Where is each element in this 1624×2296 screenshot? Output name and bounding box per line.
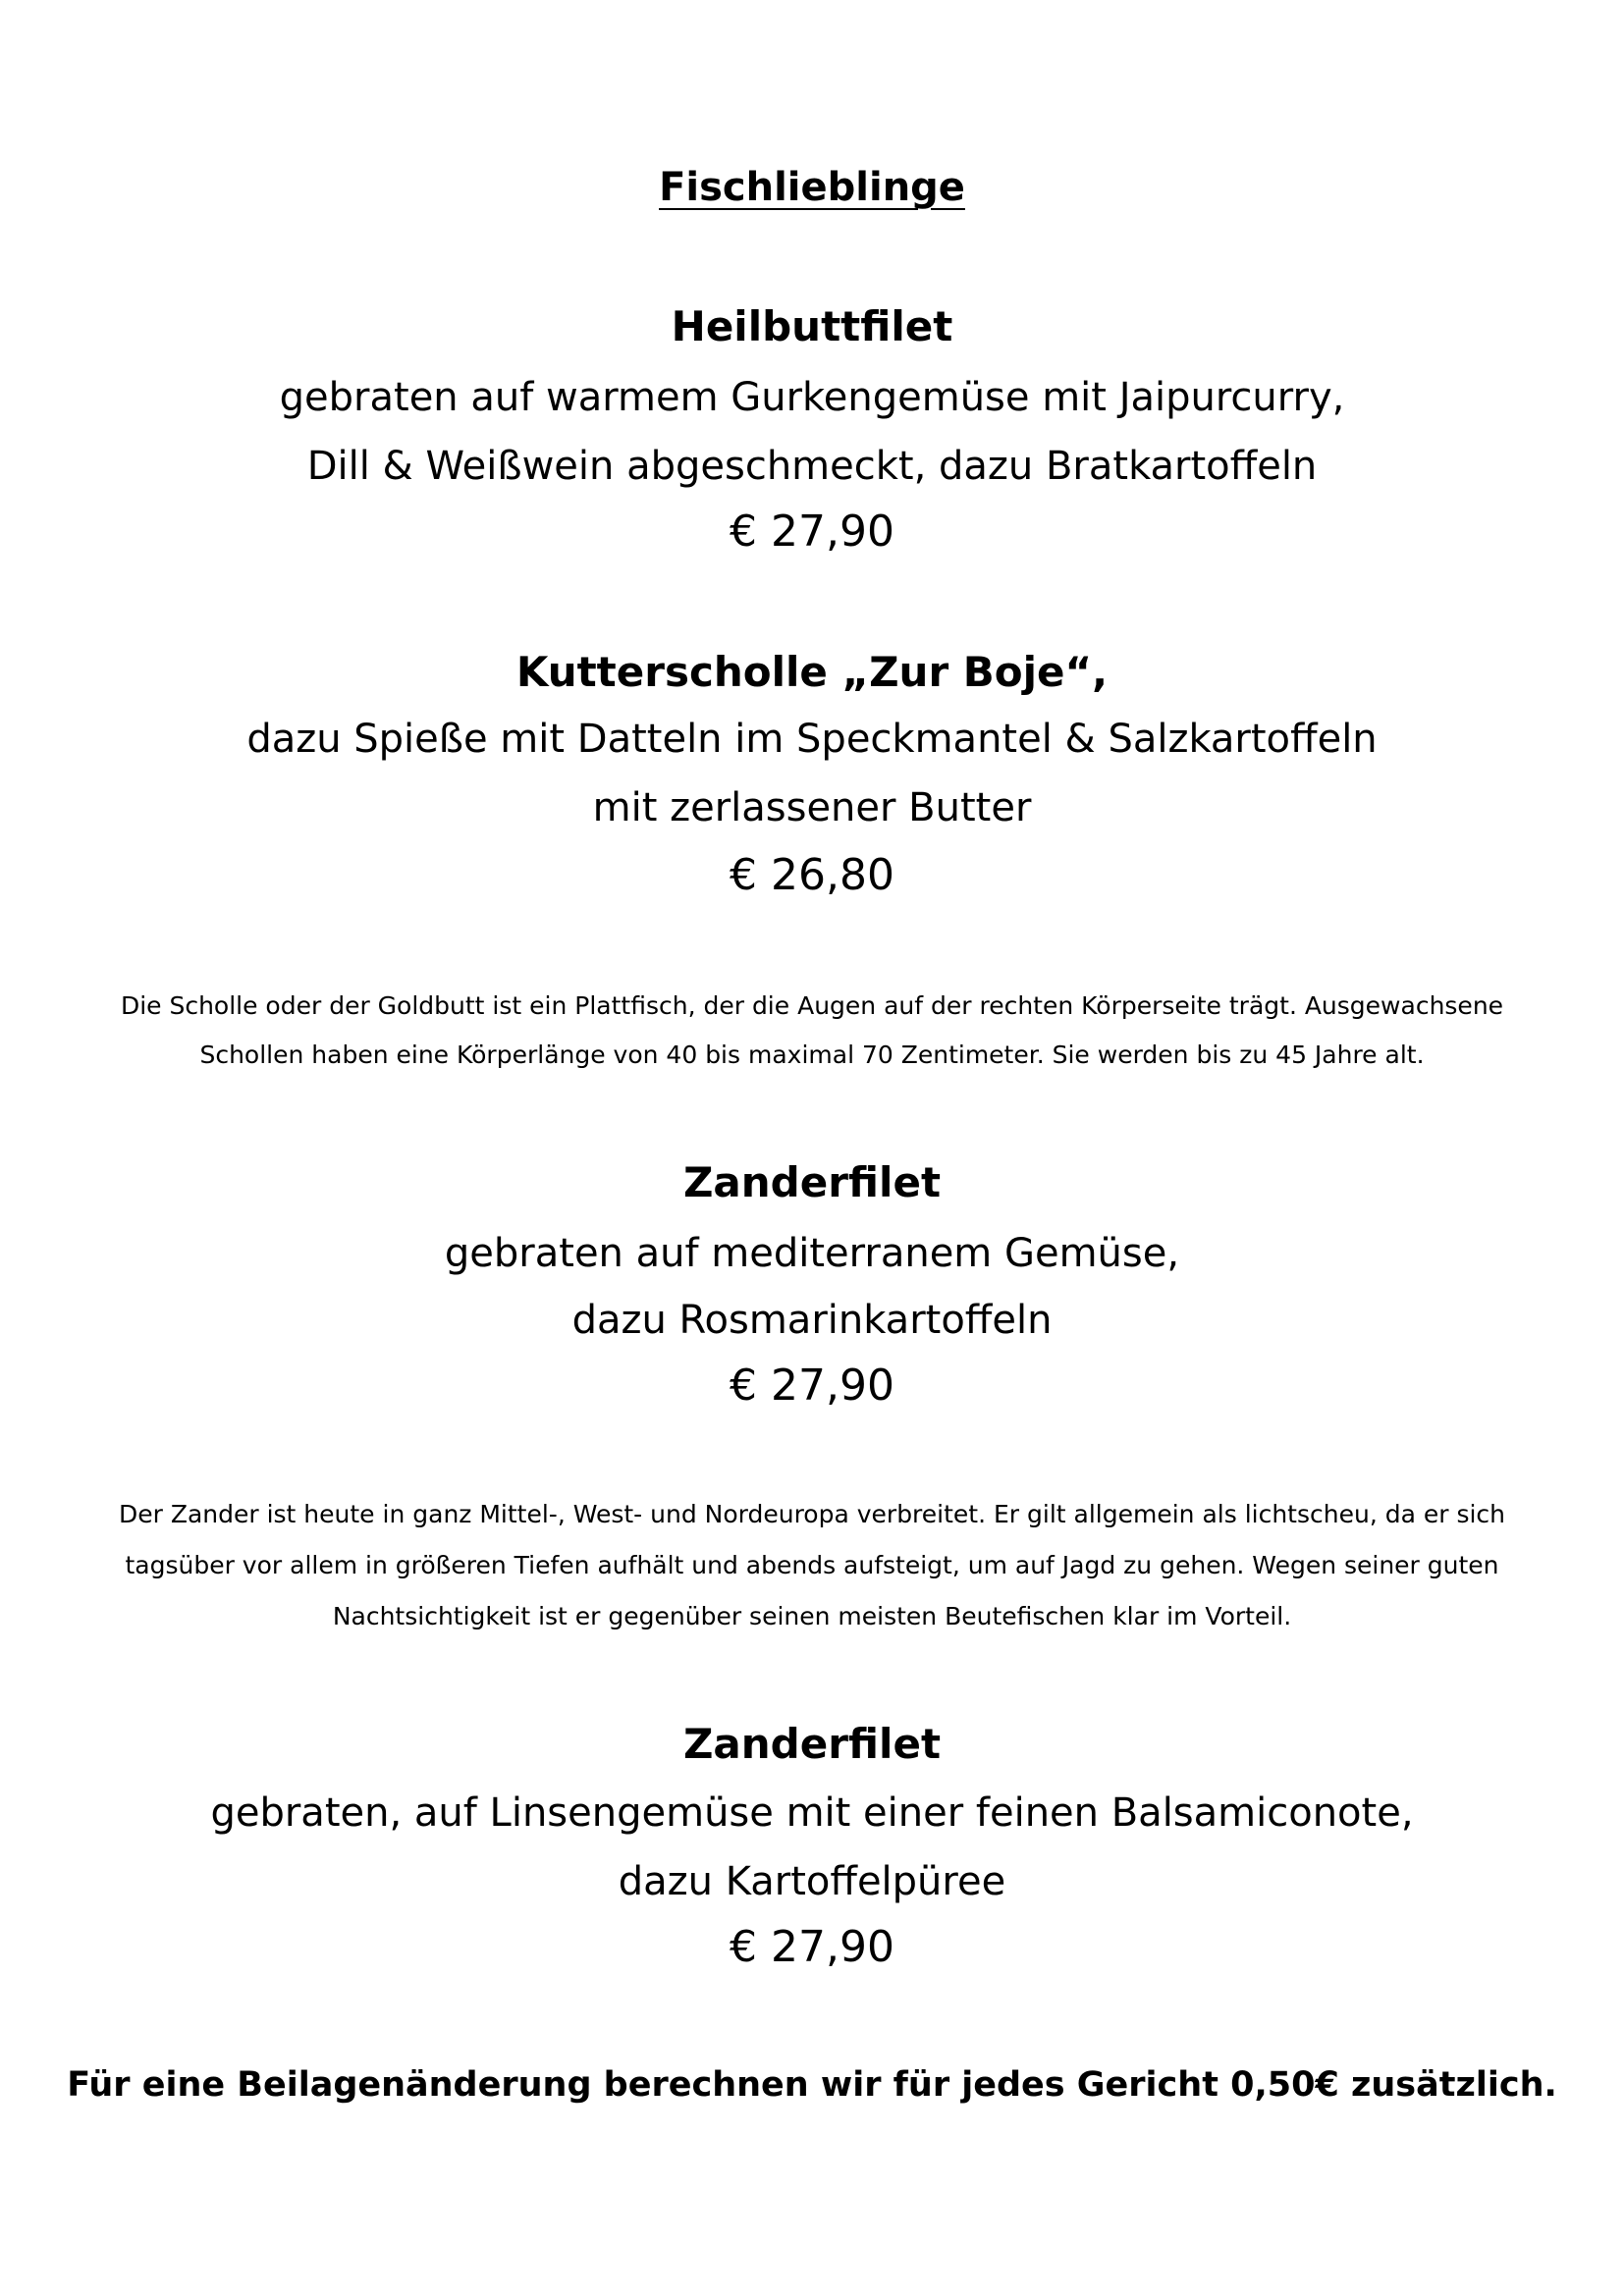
dish-name: Zanderfilet [682,1720,942,1768]
side-dish-change-note: Für eine Beilagenänderung berechnen wir für jedes Gericht 0,50€ zusätzlich. [67,2065,1557,2105]
dish-note: Die Scholle oder der Goldbutt ist ein Plattfisch, der die Augen auf der rechten Körperseite trägt. Ausgewachsene [120,991,1504,1020]
dish-description: Dill & Weißwein abgeschmeckt, dazu Bratkartoffeln [306,444,1318,489]
dish-description: gebraten auf mediterranem Gemüse, [444,1231,1180,1276]
dish-description: dazu Spieße mit Datteln im Speckmantel & Salzkartoffeln [246,717,1378,762]
dish-note: Schollen haben eine Körperlänge von 40 bis maximal 70 Zentimeter. Sie werden bis zu 45 Jahre alt. [199,1041,1425,1069]
dish-name: Heilbuttfilet [671,302,953,350]
dish-description: mit zerlassener Butter [592,785,1032,830]
dish-price: € 27,90 [730,1361,894,1411]
dish-note: Der Zander ist heute in ganz Mittel-, West- und Nordeuropa verbreitet. Er gilt allgemein als lichtscheu, da er sich [118,1500,1506,1528]
dish-description: dazu Kartoffelpüree [618,1859,1006,1904]
dish-description: dazu Rosmarinkartoffeln [571,1298,1053,1343]
dish-description: gebraten auf warmem Gurkengemüse mit Jaipurcurry, [279,375,1345,420]
dish-note: tagsüber vor allem in größeren Tiefen aufhält und abends aufsteigt, um auf Jagd zu gehen. Wegen seiner guten [125,1551,1499,1579]
page-title: Fischlieblinge [659,165,965,210]
dish-note: Nachtsichtigkeit ist er gegenüber seinen meisten Beutefischen klar im Vorteil. [332,1602,1292,1630]
dish-price: € 27,90 [730,507,894,557]
dish-price: € 27,90 [730,1922,894,1972]
dish-price: € 26,80 [730,850,894,900]
dish-description: gebraten, auf Linsengemüse mit einer feinen Balsamiconote, [210,1790,1414,1836]
dish-name: Kutterscholle „Zur Boje“, [515,648,1109,696]
dish-name: Zanderfilet [682,1158,942,1206]
